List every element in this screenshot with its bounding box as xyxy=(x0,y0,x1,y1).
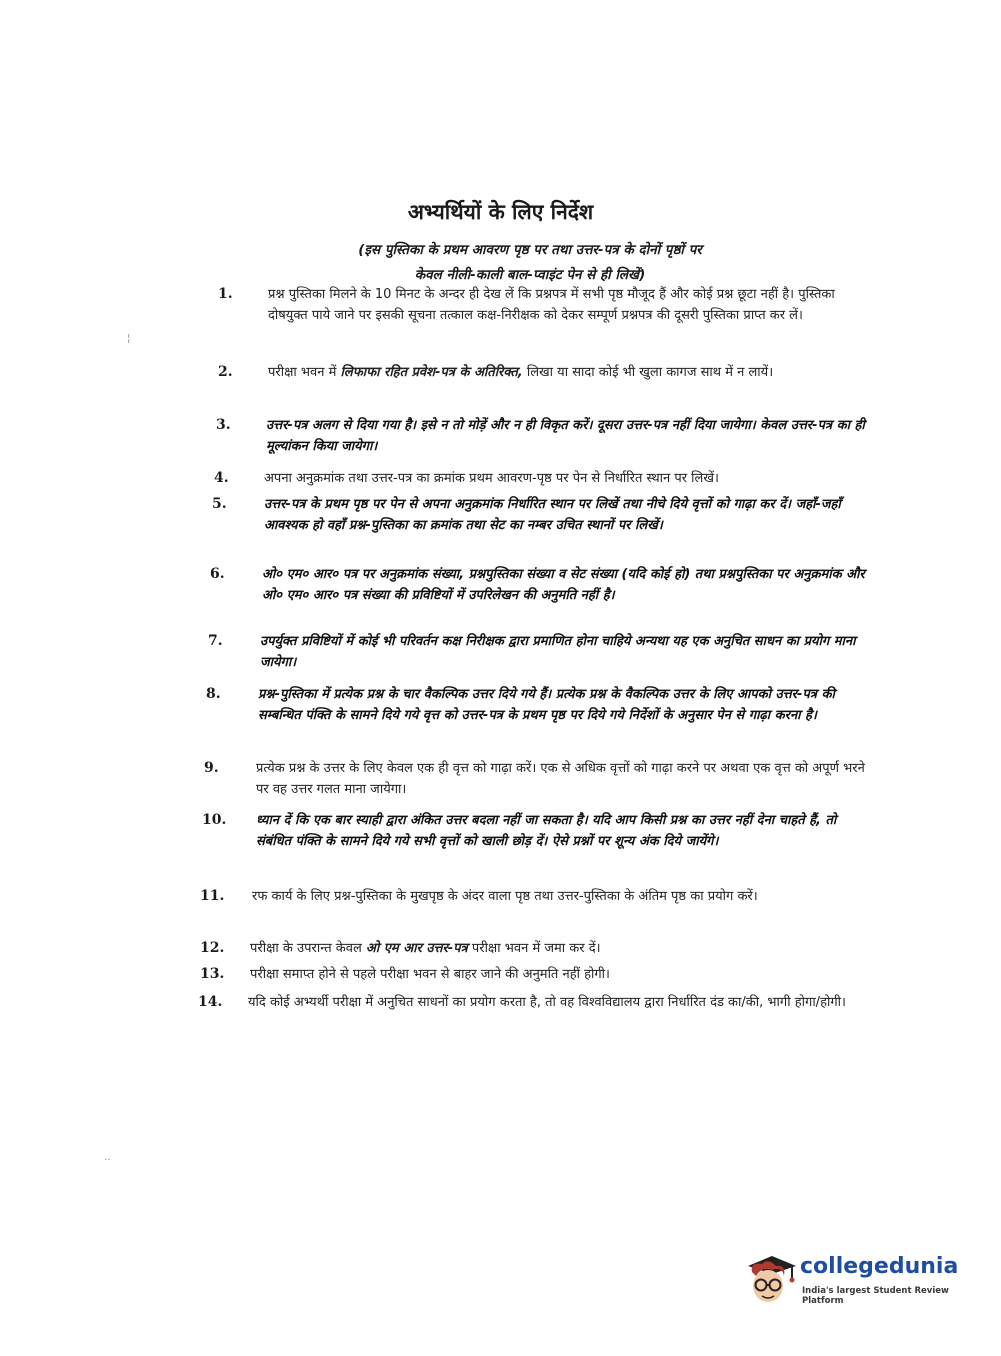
instruction-text: अपना अनुक्रमांक तथा उत्तर-पत्र का क्रमांक प्रथम आवरण-पृष्ठ पर पेन से निर्धारित स्थान पर लिखें। xyxy=(264,471,719,486)
instruction-number: 4. xyxy=(214,470,229,486)
instruction-text: उत्तर-पत्र के प्रथम पृष्ठ पर पेन से अपना अनुक्रमांक निर्धारित स्थान पर लिखें तथा नीचे दिये वृत्तों को गाढ़ा कर दें। जहाँ-जहाँ आवश्यक हो वहाँ प्रश्न-पुस्तिका का क्रमांक तथा सेट का नम्बर उचित स्थानों पर लिखें। xyxy=(264,497,841,533)
instruction-text-part: परीक्षा भवन में xyxy=(268,365,341,380)
instruction-number: 2. xyxy=(218,364,233,380)
instruction-text: ओ० एम० आर० पत्र पर अनुक्रमांक संख्या, प्रश्नपुस्तिका संख्या व सेट संख्या (यदि कोई हो) तथा प्रश्नपुस्तिका पर अनुक्रमांक और ओ० एम० आर० पत्र संख्या की प्रविष्टियों में उपरिलेखन की अनुमति नहीं है। xyxy=(262,567,865,603)
page-title: अभ्यर्थियों के लिए निर्देश xyxy=(407,200,594,224)
instruction-emphasis: ओ एम आर उत्तर-पत्र xyxy=(365,941,468,956)
student-mascot-icon xyxy=(742,1252,798,1308)
instruction-number: 6. xyxy=(210,566,225,582)
instruction-text: रफ कार्य के लिए प्रश्न-पुस्तिका के मुखपृष्ठ के अंदर वाला पृष्ठ तथा उत्तर-पुस्तिका के अंतिम पृष्ठ का प्रयोग करें। xyxy=(252,889,758,904)
subtitle-line-1: (इस पुस्तिका के प्रथम आवरण पृष्ठ पर तथा उत्तर-पत्र के दोनों पृष्ठों पर xyxy=(358,242,702,258)
instruction-text: यदि कोई अभ्यर्थी परीक्षा में अनुचित साधनों का प्रयोग करता है, तो वह विश्वविद्यालय द्वारा निर्धारित दंड का/की, भागी होगा/होगी। xyxy=(248,995,846,1010)
instruction-number: 11. xyxy=(200,888,225,904)
instruction-text-part: परीक्षा के उपरान्त केवल xyxy=(250,941,366,956)
instruction-text: प्रश्न पुस्तिका मिलने के 10 मिनट के अन्दर ही देख लें कि प्रश्नपत्र में सभी पृष्ठ मौजूद हैं और कोई प्रश्न छूटा नहीं है। पुस्तिका दोषयुक्त पाये जाने पर इसकी सूचना तत्काल कक्ष-निरीक्षक को देकर सम्पूर्ण प्रश्नपत्र की दूसरी पुस्तिका प्राप्त कर लें। xyxy=(268,287,835,323)
instruction-text: परीक्षा समाप्त होने से पहले परीक्षा भवन से बाहर जाने की अनुमति नहीं होगी। xyxy=(250,967,610,982)
instruction-text: प्रश्न-पुस्तिका में प्रत्येक प्रश्न के चार वैकल्पिक उत्तर दिये गये हैं। प्रत्येक प्रश्न के वैकल्पिक उत्तर के लिए आपको उत्तर-पत्र की सम्बन्धित पंक्ति के सामने दिये गये वृत्त को उत्तर-पत्र के प्रथम पृष्ठ पर दिये गये निर्देशों के अनुसार पेन से गाढ़ा करना है। xyxy=(258,687,835,723)
scan-speck: ¦ xyxy=(127,333,131,344)
instruction-emphasis: लिफाफा रहित प्रवेश-पत्र के अतिरिक्त, xyxy=(340,365,523,380)
instruction-number: 7. xyxy=(208,633,223,649)
instruction-number: 10. xyxy=(202,812,227,828)
instruction-text-part: लिखा या सादा कोई भी खुला कागज साथ में न लायें। xyxy=(522,365,774,380)
instruction-number: 14. xyxy=(198,994,223,1010)
instruction-text: ध्यान दें कि एक बार स्याही द्वारा अंकित उत्तर बदला नहीं जा सकता है। यदि आप किसी प्रश्न का उत्तर नहीं देना चाहते हैं, तो संबंधित पंक्ति के सामने दिये गये सभी वृत्तों को खाली छोड़ दें। ऐसे प्रश्नों पर शून्य अंक दिये जायेंगे। xyxy=(256,813,837,849)
instruction-text xyxy=(268,362,868,383)
instruction-number: 12. xyxy=(200,940,225,956)
instruction-text: प्रत्येक प्रश्न के उत्तर के लिए केवल एक ही वृत्त को गाढ़ा करें। एक से अधिक वृत्तों को गाढ़ा करने पर अथवा एक वृत्त को अपूर्ण भरने पर वह उत्तर गलत माना जायेगा। xyxy=(256,761,865,797)
instruction-number: 3. xyxy=(216,417,231,433)
instruction-text-part: परीक्षा भवन में जमा कर दें। xyxy=(467,941,601,956)
instruction-text: उपर्युक्त प्रविष्टियों में कोई भी परिवर्तन कक्ष निरीक्षक द्वारा प्रमाणित होना चाहिये अन्यथा यह एक अनुचित साधन का प्रयोग माना जायेगा। xyxy=(260,634,856,670)
brand-name: collegedunia xyxy=(800,1254,959,1279)
subtitle-line-2: केवल नीली-काली बाल-प्वाइंट पेन से ही लिखें) xyxy=(414,267,646,283)
instruction-number: 8. xyxy=(206,686,221,702)
scan-speck: ‥ xyxy=(104,1152,111,1163)
instruction-number: 5. xyxy=(212,496,227,512)
instruction-text xyxy=(250,938,864,959)
instruction-number: 1. xyxy=(218,286,233,302)
instruction-number: 13. xyxy=(200,966,225,982)
brand-tagline: India's largest Student Review Platform xyxy=(802,1286,949,1306)
instruction-number: 9. xyxy=(204,760,219,776)
instruction-text: उत्तर-पत्र अलग से दिया गया है। इसे न तो मोड़ें और न ही विकृत करें। दूसरा उत्तर-पत्र नहीं दिया जायेगा। केवल उत्तर-पत्र का ही मूल्यांकन किया जायेगा। xyxy=(266,418,865,454)
collegedunia-watermark xyxy=(742,1252,972,1308)
page-subtitle xyxy=(300,238,760,288)
